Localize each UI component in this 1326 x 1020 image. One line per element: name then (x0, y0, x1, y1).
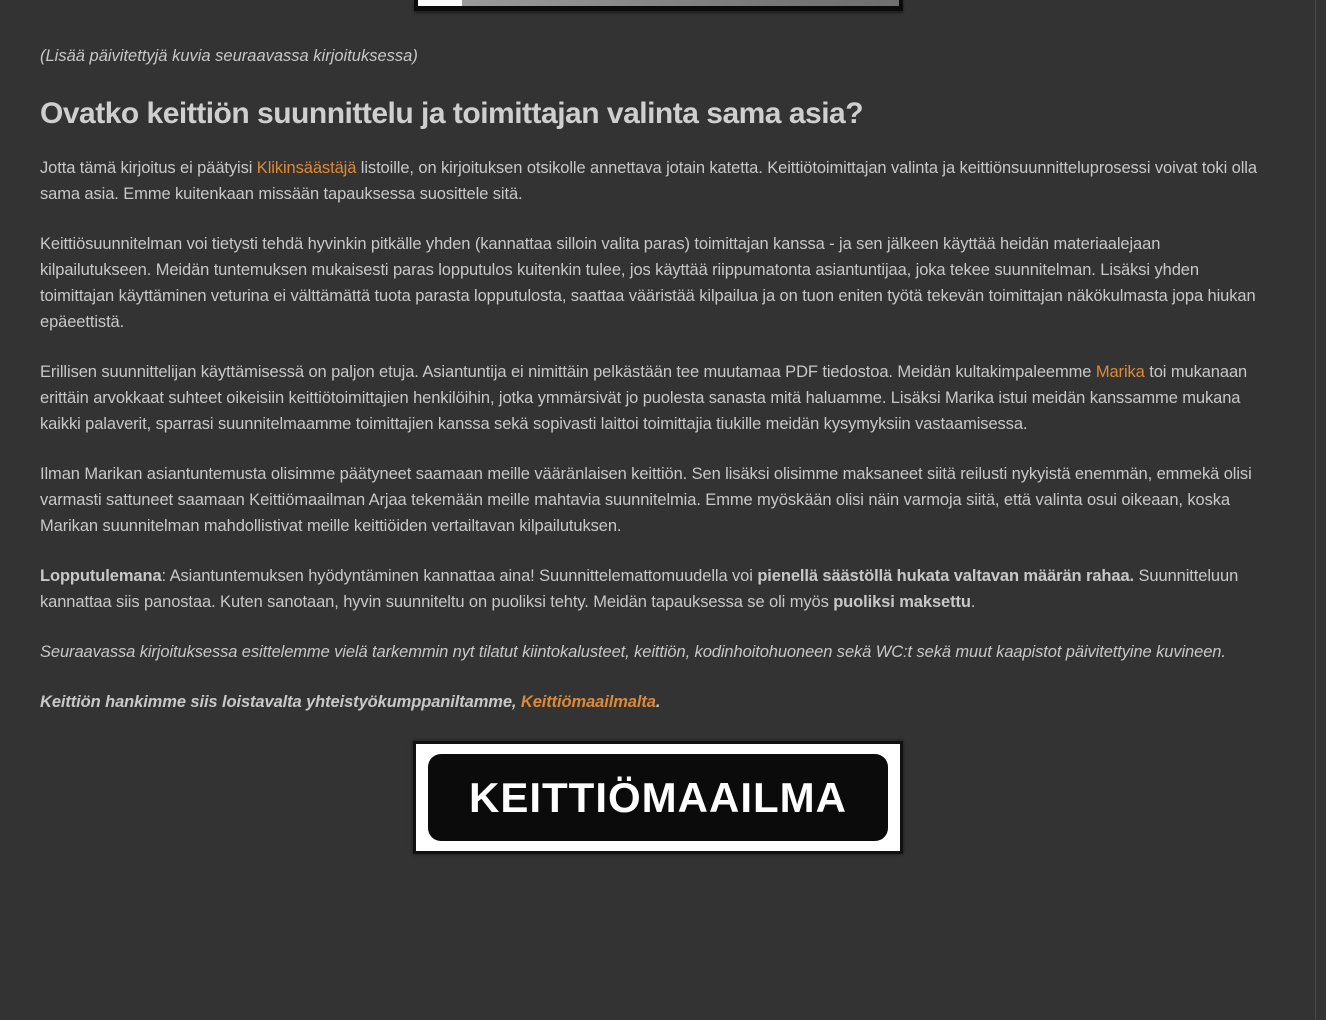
article-paragraphs (0, 155, 1316, 715)
inline-link[interactable]: Klikinsäästäjä (256, 159, 357, 177)
article-heading: Ovatko keittiön suunnittelu ja toimittajan valinta sama asia? (40, 97, 864, 130)
logo-container (0, 741, 1316, 854)
text-run: listoille, on kirjoituksen otsikolle annettava jotain katetta. Keittiötoimittajan valinta ja keittiönsuunnitteluprosessi voivat toki olla sama asia. Emme kuitenkaan missään tapauksessa suosittele sitä. (40, 159, 1257, 203)
paragraph (40, 461, 1268, 539)
bold-text: Lopputulemana (40, 567, 162, 585)
text-run: . (970, 593, 976, 611)
paragraph (40, 231, 1268, 335)
text-run: toi mukanaan erittäin arvokkaat suhteet oikeisiin keittiötoimittajien henkilöihin, jotka ymmärsivät jo puolesta sanasta mitä haluamme. Lisäksi Marika istui meidän kanssamme mukana kaikki palaverit, sparrasi suunnitelmaamme toimittajien kanssa sekä sopivasti laittoi toimittajia tiukille meidän kysymyksiin vastaamisessa. (40, 363, 1248, 433)
text-run: Jotta tämä kirjoitus ei päätyisi (40, 159, 257, 177)
text-run: Keittiösuunnitelman voi tietysti tehdä hyvinkin pitkälle yhden (kannattaa silloin valita paras) toimittajan kanssa - ja sen jälkeen käyttää heidän materiaalejaan kilpailutukseen. Meidän tuntemuksen mukaisesti paras lopputulos kuitenkin tulee, jos käyttää riippumatonta asiantuntijaa, joka tekee suunnitelman. Lisäksi yhden toimittajan käyttäminen veturina ei välttämättä tuota parasta lopputulosta, saattaa vääristää kilpailua ja on tuon eniten työtä tekevän toimittajan näkökulmasta jopa hiukan epäeettistä. (40, 235, 1256, 331)
keittiomaailma-logo-plate (428, 754, 888, 841)
text-run: Erillisen suunnittelijan käyttämisessä on paljon etuja. Asiantuntija ei nimittäin pelkästään tee muutamaa PDF tiedostoa. Meidän kultakimpaleemme (40, 363, 1096, 381)
intro-note: (Lisää päivitettyjä kuvia seuraavassa kirjoituksessa) (40, 47, 418, 65)
text-run: : Asiantuntemuksen hyödyntäminen kannattaa aina! Suunnittelemattomuudella voi (161, 567, 758, 585)
paragraph (40, 155, 1268, 207)
keittiomaailma-logo-text: KEITTIÖMAAILMA (469, 773, 847, 821)
paragraph (40, 689, 1268, 715)
top-photo-content (418, 0, 899, 6)
text-run: Suunnitteluun kannattaa siis panostaa. Kuten sanotaan, hyvin suunniteltu on puoliksi tehty. Meidän tapauksessa se oli myös (40, 567, 1239, 611)
paragraph (40, 563, 1268, 615)
text-run: . (655, 693, 661, 711)
inline-link[interactable]: Keittiömaailmalta (520, 693, 656, 711)
paragraph (40, 359, 1268, 437)
bold-text: pienellä säästöllä hukata valtavan määrän rahaa. (757, 567, 1135, 585)
paragraph (40, 639, 1268, 665)
keittiomaailma-logo[interactable] (413, 741, 903, 854)
text-run: Seuraavassa kirjoituksessa esittelemme vielä tarkemmin nyt tilatut kiintokalusteet, keittiön, kodinhoitohuoneen sekä WC:t sekä muut kaapistot päivitettyine kuvineen. (40, 643, 1226, 661)
inline-link[interactable]: Marika (1095, 363, 1145, 381)
text-run: Ilman Marikan asiantuntemusta olisimme päätyneet saamaan meille vääränlaisen keittiön. Sen lisäksi olisimme maksaneet siitä reilusti nykyistä enemmän, emmekä olisi varmasti sattuneet saamaan Keittiömaailman Arjaa tekemään meille mahtavia suunnitelmia. Emme myöskään olisi näin varmoja siitä, että valinta osui oikeaan, koska Marikan suunnitelman mahdollistivat meille keittiöiden vertailtavan kilpailutuksen. (40, 465, 1252, 535)
right-edge-divider (1315, 0, 1316, 1020)
bold-text: puoliksi maksettu (833, 593, 971, 611)
top-photo-white-area (418, 0, 462, 6)
top-photo-gray-area (462, 0, 899, 6)
top-photo-cropped (414, 0, 903, 11)
text-run: Keittiön hankimme siis loistavalta yhteistyökumppaniltamme, (40, 693, 521, 711)
